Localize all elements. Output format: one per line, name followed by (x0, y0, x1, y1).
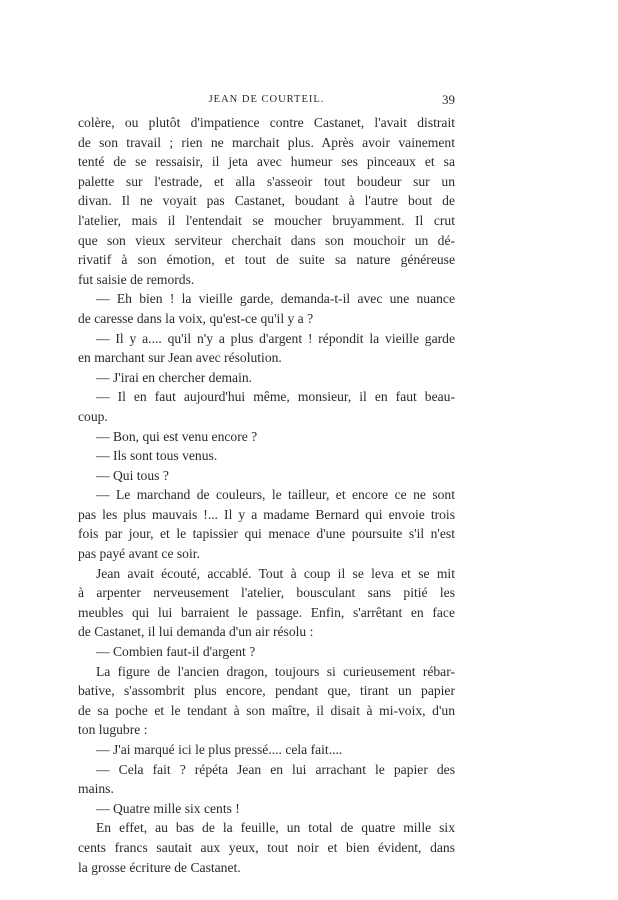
text-line: la grosse écriture de Castanet. (78, 859, 241, 875)
text-line: rivatif à son émotion, et tout de suite sa nature généreuse (78, 252, 455, 268)
text-line: — Il en faut aujourd'hui même, monsieur, il en faut beau- (96, 389, 455, 405)
text-line: meubles qui lui barraient le passage. Enfin, s'arrêtant en face (78, 604, 455, 620)
text-line: ton lugubre : (78, 722, 148, 738)
text-line: en marchant sur Jean avec résolution. (78, 350, 282, 366)
text-line: cents francs sautait aux yeux, tout noir et bien évident, dans (78, 839, 455, 855)
text-line: colère, ou plutôt d'impatience contre Castanet, l'avait distrait (78, 115, 455, 130)
text-line: tenté de se ressaisir, il jeta avec humeur ses pinceaux et sa (78, 154, 455, 170)
text-line: Jean avait écouté, accablé. Tout à coup il se leva et se mit (96, 565, 455, 581)
text-line: — Cela fait ? répéta Jean en lui arrachant le papier des (96, 761, 455, 777)
text-line: de sa poche et le tendant à son maître, il disait à mi-voix, d'un (78, 702, 455, 718)
text-line: à arpenter nerveusement l'atelier, bousculant sans pitié les (78, 585, 455, 601)
text-line: — J'ai marqué ici le plus pressé.... cela fait.... (96, 742, 343, 757)
text-line: La figure de l'ancien dragon, toujours si curieusement rébar- (96, 663, 455, 679)
text-line: mains. (78, 781, 114, 797)
text-line: — Eh bien ! la vieille garde, demanda-t-il avec une nuance (96, 291, 455, 307)
running-title: JEAN DE COURTEIL. (208, 94, 325, 105)
text-line: divan. Il ne voyait pas Castanet, boudant à l'autre bout de (78, 193, 455, 209)
text-line: coup. (78, 408, 108, 424)
text-line: — Qui tous ? (96, 467, 169, 483)
text-line: pas payé avant ce soir. (78, 546, 200, 562)
text-line: fut saisie de remords. (78, 271, 195, 287)
text-line: fois par jour, et le tapissier qui menace d'une poursuite s'il n'est (78, 526, 455, 542)
text-line: pas les plus mauvais !... Il y a madame Bernard qui envoie trois (78, 506, 455, 522)
text-line: palette sur l'estrade, et alla s'asseoir tout boudeur sur un (78, 173, 455, 189)
page-number: 39 (442, 92, 455, 107)
text-line: — Bon, qui est venu encore ? (96, 428, 258, 444)
text-line: bative, s'assombrit plus encore, pendant que, tirant un papier (78, 683, 455, 699)
text-line: — Le marchand de couleurs, le tailleur, et encore ce ne sont (96, 487, 455, 503)
text-line: de Castanet, il lui demanda d'un air résolu : (78, 624, 314, 640)
text-line: — Combien faut-il d'argent ? (96, 644, 256, 660)
text-line: de caresse dans la voix, qu'est-ce qu'il y a ? (78, 310, 314, 326)
text-body (78, 113, 455, 877)
text-line: que son vieux serviteur cherchait dans son mouchoir un dé- (78, 232, 455, 248)
text-line: — Quatre mille six cents ! (96, 800, 240, 816)
text-line: de son travail ; rien ne marchait plus. Après avoir vainement (78, 134, 455, 150)
text-line: — Il y a.... qu'il n'y a plus d'argent ! répondit la vieille garde (96, 330, 455, 346)
text-line: l'atelier, mais il l'entendait se moucher bruyamment. Il crut (78, 212, 455, 228)
text-line: En effet, au bas de la feuille, un total de quatre mille six (96, 820, 455, 836)
text-line: — J'irai en chercher demain. (96, 369, 253, 385)
running-head (78, 92, 455, 108)
text-line: — Ils sont tous venus. (96, 448, 218, 464)
